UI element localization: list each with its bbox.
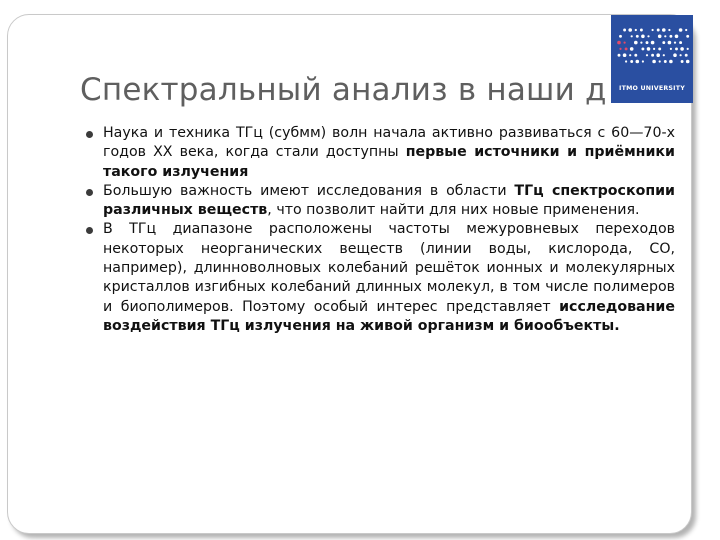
logo-dot: [681, 60, 684, 63]
logo-dot: [624, 42, 626, 44]
logo-dot: [680, 54, 682, 56]
bold-text: ТГц спектроскопии различных веществ: [103, 182, 676, 219]
logo-dot: [659, 60, 661, 62]
logo-dot: [617, 41, 621, 45]
logo-dot: [668, 41, 672, 45]
logo-dot: [641, 35, 645, 39]
logo-dot: [629, 54, 631, 56]
logo-dot: [641, 47, 644, 50]
logo-dot: [664, 60, 667, 63]
logo-dot: [680, 47, 684, 51]
logo-dot: [652, 60, 656, 64]
logo-dot: [652, 29, 654, 31]
logo-dot: [651, 54, 654, 57]
logo-dot: [619, 35, 622, 38]
bullet-icon: [86, 189, 93, 196]
logo-dot: [662, 28, 666, 32]
bullet-icon: [86, 227, 93, 234]
logo-dot: [686, 60, 690, 64]
logo-dot: [685, 29, 687, 31]
logo-dot: [663, 54, 665, 56]
bullet-text: [103, 182, 675, 221]
logo-dot: [669, 60, 673, 64]
logo-dot: [679, 41, 682, 44]
logo-dot: [636, 35, 639, 38]
logo-dot: [657, 29, 660, 32]
text-run: В ТГц диапазоне расположены частоты межуровневых переходов некоторых неорганических веществ (линии воды, кислорода, CO, например), длинноволновых колебаний решёток ионных и молекулярных кристаллов изгибных колебаний длинных молекул, в том числе полимеров и биополимеров. Поэтому особый интерес представляет: [103, 221, 675, 315]
logo-dot: [625, 60, 627, 62]
logo-dot: [630, 47, 634, 51]
logo-dot: [658, 35, 662, 39]
text-run: , что позволит найти для них новые применения.: [267, 202, 640, 219]
bullet-icon: [86, 131, 93, 138]
bullet-item: [83, 124, 675, 182]
logo-dot: [647, 47, 651, 51]
logo-dot: [675, 47, 678, 50]
logo-dot: [685, 54, 688, 57]
logo-dot: [669, 35, 672, 38]
logo-dot: [662, 41, 665, 44]
logo-text: ITMO UNIVERSITY: [619, 85, 685, 92]
bullet-list: [83, 124, 675, 336]
logo-dot: [653, 48, 655, 50]
logo-dot: [634, 54, 637, 57]
bullet-text: [103, 220, 675, 336]
logo-dot: [673, 53, 677, 57]
logo-dot: [628, 28, 632, 32]
logo-dot: [658, 47, 661, 50]
logo-dot: [646, 41, 649, 44]
bullet-item: [83, 182, 675, 221]
logo-dot: [640, 29, 643, 32]
logo-dot: [675, 35, 679, 39]
logo-dot: [619, 48, 621, 50]
itmo-logo: [611, 15, 693, 103]
bullet-text: [103, 124, 675, 182]
text-run: Большую важность имеют исследования в области: [103, 182, 515, 199]
logo-dot: [635, 29, 637, 31]
text-run: Наука и техника ТГц (субмм) волн начала активно развиваться с 60—70-х годов XX века, когда стали доступны: [103, 125, 675, 161]
logo-dot: [647, 35, 649, 37]
logo-dot: [674, 42, 676, 44]
logo-dot: [618, 54, 621, 57]
logo-dot: [651, 41, 655, 45]
logo-dot: [670, 48, 672, 50]
logo-dot: [668, 29, 670, 31]
bold-text: исследование воздействия ТГц излучения на живой организм и биообъекты.: [103, 298, 675, 334]
logo-dot: [646, 54, 648, 56]
logo-dot: [636, 60, 640, 64]
logo-dot: [630, 60, 633, 63]
logo-dot: [679, 28, 683, 32]
logo-dot: [686, 35, 689, 38]
logo-dot: [623, 29, 626, 32]
bullet-item: [83, 220, 675, 336]
logo-dot: [631, 35, 633, 37]
logo-dot-pattern: [611, 15, 693, 85]
logo-dot: [640, 42, 642, 44]
logo-dot: [634, 41, 638, 45]
logo-dot: [656, 53, 660, 57]
bold-text: первые источники и приёмники такого излучения: [103, 144, 675, 180]
logo-dot: [625, 47, 628, 50]
logo-dot: [664, 35, 666, 37]
logo-dot: [623, 53, 627, 57]
logo-dot: [687, 48, 689, 50]
slide-title: Спектральный анализ в наши д: [80, 72, 607, 108]
logo-dot: [642, 60, 644, 62]
